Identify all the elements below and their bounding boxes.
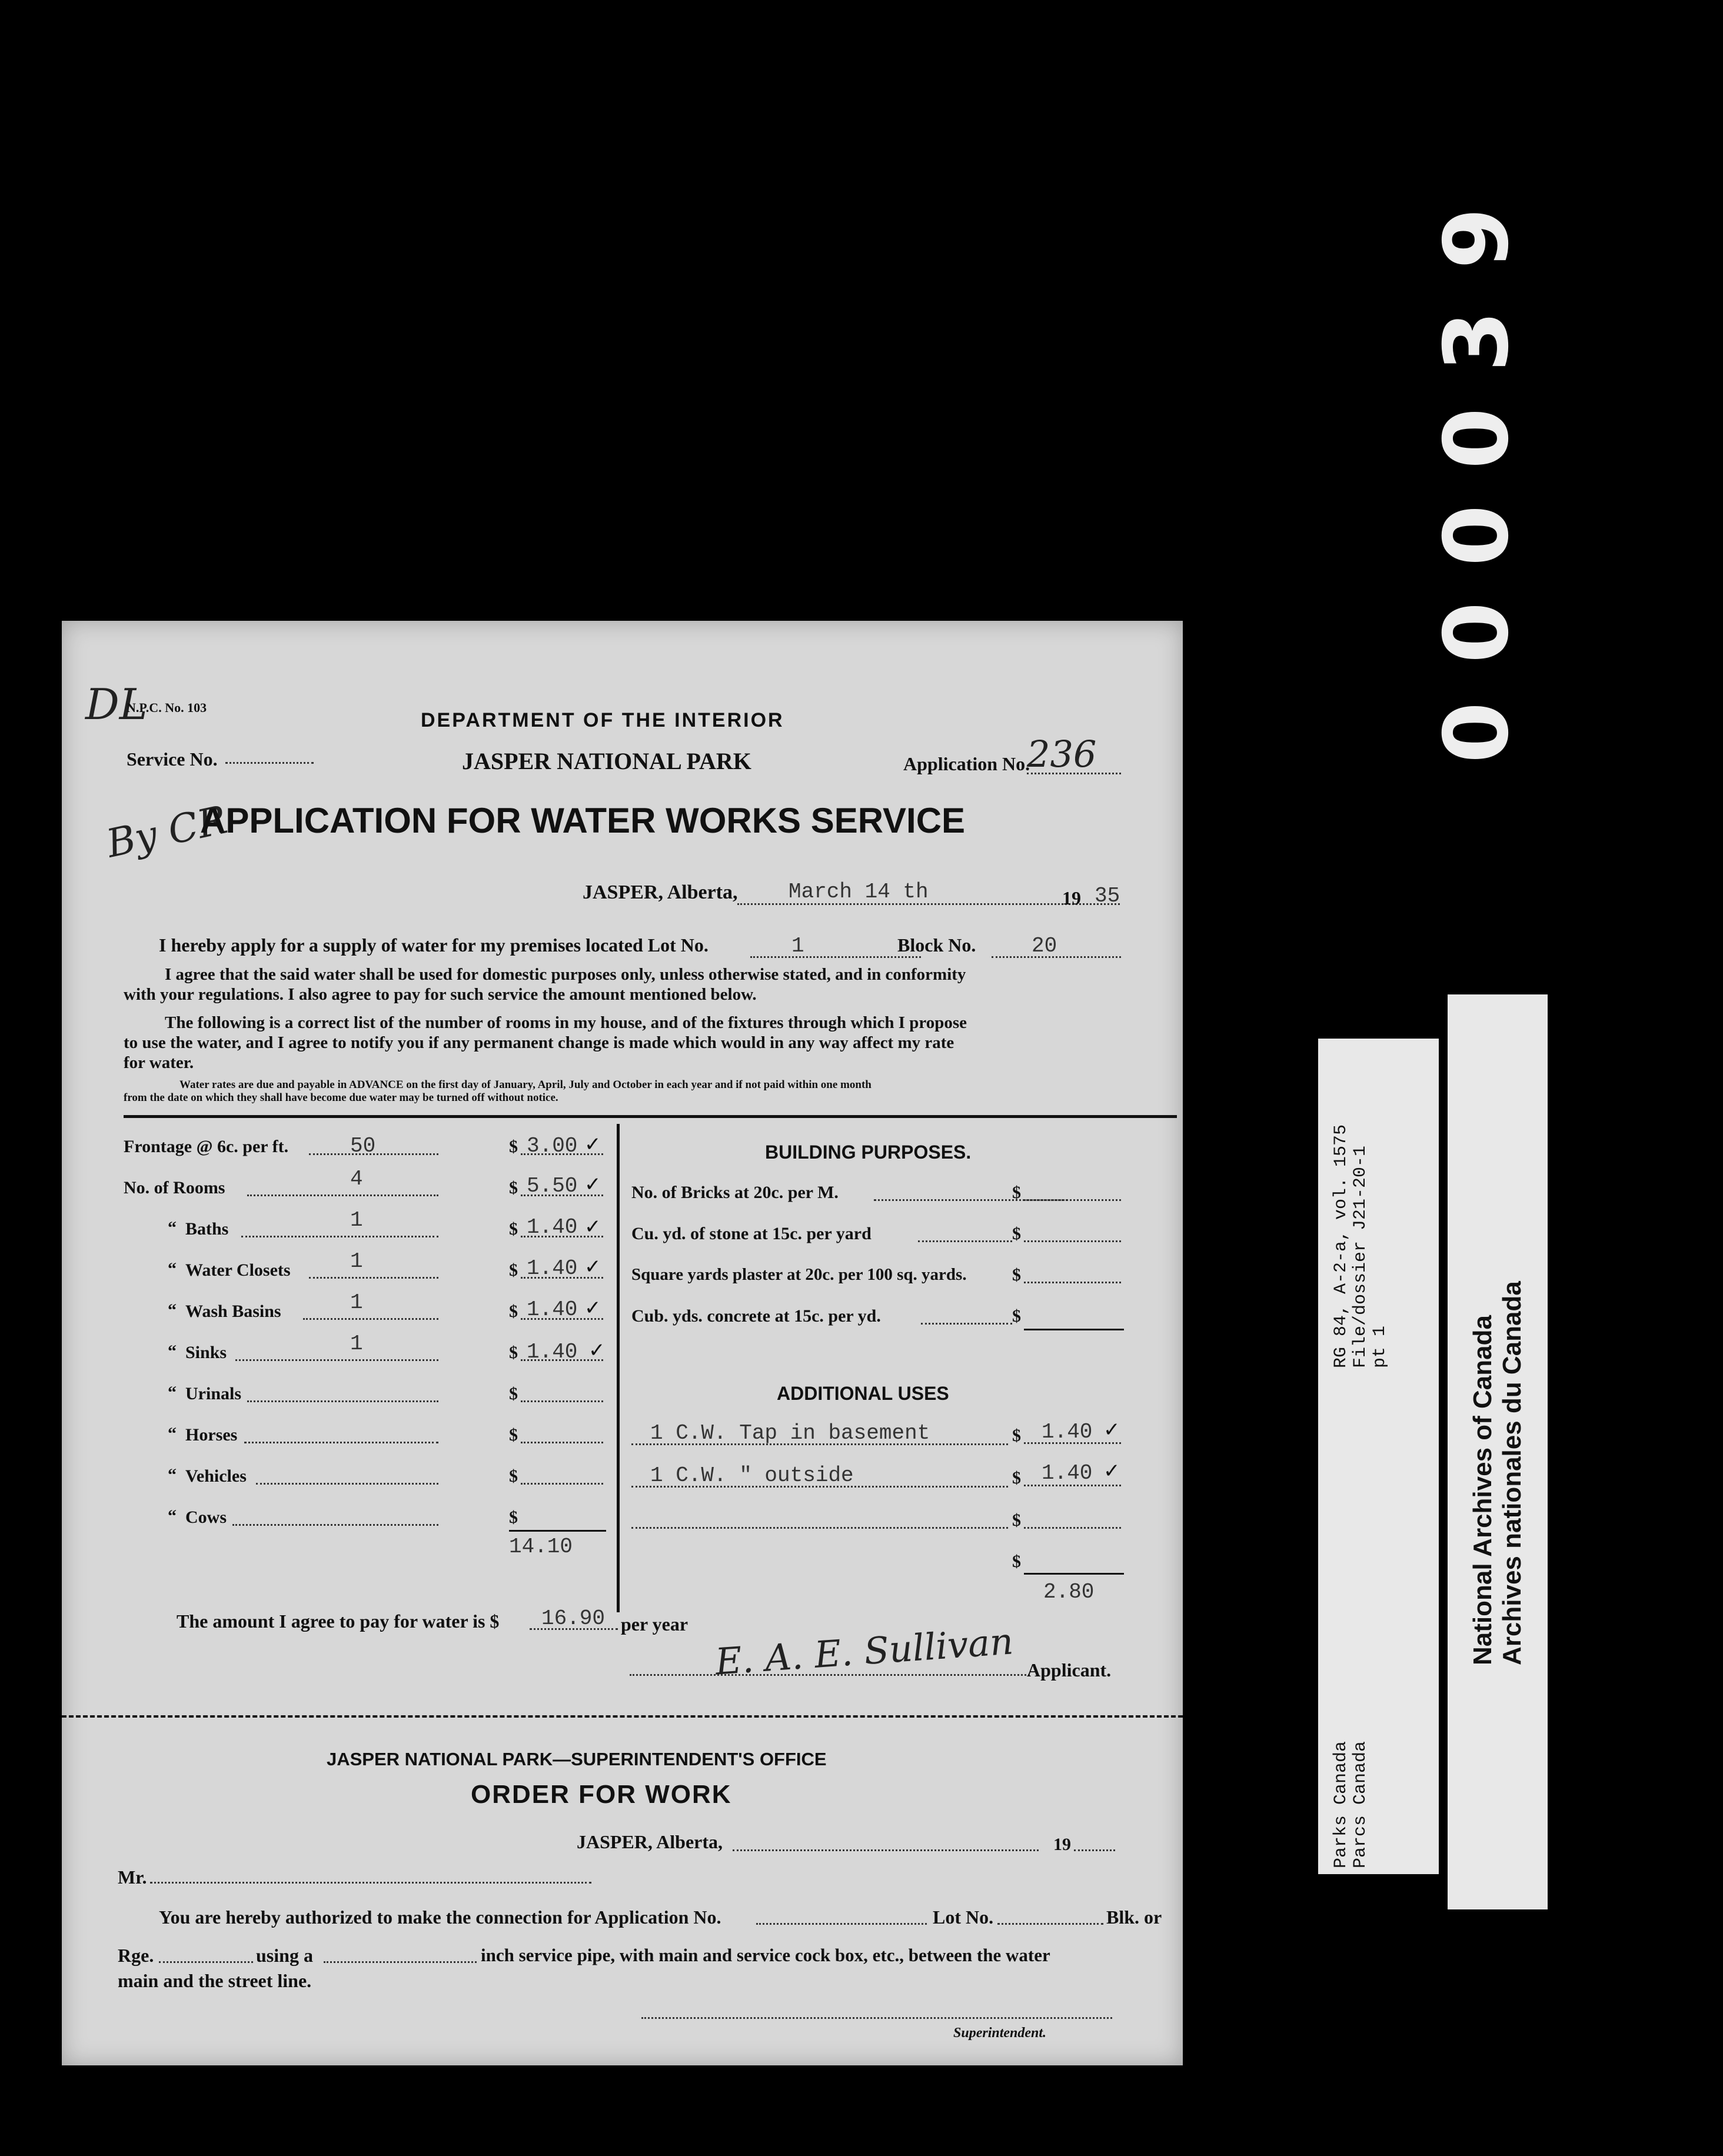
currency-sign: $ xyxy=(509,1137,518,1156)
currency-sign: $ xyxy=(509,1343,518,1362)
additional-heading: ADDITIONAL USES xyxy=(777,1383,949,1404)
frontage-qty: 50 xyxy=(350,1134,376,1158)
currency-sign: $ xyxy=(1012,1183,1021,1202)
vehicles-label: Vehicles xyxy=(185,1466,247,1486)
superintendent-line xyxy=(641,2017,1112,2019)
order-lot-field xyxy=(997,1923,1103,1925)
currency-sign: $ xyxy=(509,1178,518,1197)
archive-reference-label xyxy=(1318,1039,1439,1874)
applicant-label: Applicant. xyxy=(1027,1659,1112,1681)
urinals-label: Urinals xyxy=(185,1384,242,1403)
additional-use-1: 1 C.W. Tap in basement xyxy=(650,1421,930,1445)
stone-label: Cu. yd. of stone at 15c. per yard xyxy=(631,1224,872,1243)
row-leader xyxy=(235,1359,438,1361)
date-value: March 14 th xyxy=(789,880,929,904)
reference-line-5: Parcs Canada xyxy=(1351,1741,1371,1868)
order-rge-field xyxy=(159,1961,253,1963)
agreement-line-2: with your regulations. I also agree to pay for such service the amount mentioned below. xyxy=(124,985,757,1004)
place-label: JASPER, Alberta, xyxy=(583,881,738,903)
water-closets-label: Water Closets xyxy=(185,1260,291,1280)
order-place: JASPER, Alberta, xyxy=(577,1831,723,1852)
concrete-label: Cub. yds. concrete at 15c. per yd. xyxy=(631,1306,881,1326)
baths-label: Baths xyxy=(185,1219,229,1239)
row-leader xyxy=(631,1527,1008,1529)
currency-sign: $ xyxy=(1012,1510,1021,1530)
wash-basins-amount: 1.40 xyxy=(527,1297,578,1322)
currency-sign: $ xyxy=(509,1302,518,1321)
rooms-amount: 5.50 xyxy=(527,1174,578,1198)
baths-amount: 1.40 xyxy=(527,1215,578,1239)
order-app-no-field xyxy=(756,1923,927,1925)
application-no-label: Application No. xyxy=(903,753,1030,774)
fixtures-total: 14.10 xyxy=(509,1535,573,1559)
tear-line xyxy=(62,1715,1183,1718)
row-leader xyxy=(232,1524,438,1526)
service-no-field xyxy=(225,762,314,764)
check-mark-icon: ✓ xyxy=(1103,1459,1120,1483)
water-closets-qty: 1 xyxy=(350,1249,363,1273)
reference-line-3: pt 1 xyxy=(1370,1325,1390,1368)
check-mark-icon: ✓ xyxy=(588,1339,606,1362)
application-no-field xyxy=(1027,773,1121,774)
water-closets-amount: 1.40 xyxy=(527,1256,578,1280)
currency-sign: $ xyxy=(509,1425,518,1445)
reel-digit: 0 xyxy=(1426,407,1528,470)
additional-total: 2.80 xyxy=(1043,1580,1095,1604)
check-mark-icon: ✓ xyxy=(1103,1418,1120,1442)
notice-line-1: Water rates are due and payable in ADVANCE on the first day of January, April, July and October in each year and if not paid within one month xyxy=(179,1079,872,1091)
ditto-mark: “ xyxy=(168,1424,177,1443)
row-leader xyxy=(247,1195,438,1196)
amount-field xyxy=(521,1442,603,1443)
amount-field xyxy=(1024,1282,1121,1283)
order-office: JASPER NATIONAL PARK—SUPERINTENDENT'S OFFICE xyxy=(327,1749,827,1769)
sinks-qty: 1 xyxy=(350,1332,363,1356)
ditto-mark: “ xyxy=(168,1506,177,1526)
reel-digit: 0 xyxy=(1426,701,1528,764)
notice-line-2: from the date on which they shall have become due water may be turned off without notice. xyxy=(124,1092,558,1104)
signature-line xyxy=(630,1674,1030,1676)
mr-field xyxy=(150,1882,591,1884)
amount-total: 16.90 xyxy=(541,1606,606,1631)
currency-sign: $ xyxy=(1012,1306,1021,1326)
ditto-mark: “ xyxy=(168,1342,177,1361)
ditto-mark: “ xyxy=(168,1383,177,1402)
bricks-label: No. of Bricks at 20c. per M. xyxy=(631,1183,839,1202)
wash-basins-label: Wash Basins xyxy=(185,1302,281,1321)
list-line-2: to use the water, and I agree to notify you if any permanent change is made which would in any way affect my rate xyxy=(124,1033,954,1052)
cows-label: Cows xyxy=(185,1508,227,1527)
additional-use-2: 1 C.W. " outside xyxy=(650,1463,854,1488)
amount-field xyxy=(1024,1527,1121,1529)
currency-sign: $ xyxy=(1012,1224,1021,1243)
order-pipe-field xyxy=(324,1961,477,1963)
total-rule xyxy=(509,1530,606,1532)
list-line-1: The following is a correct list of the number of rooms in my house, and of the fixtures through which I propose xyxy=(165,1013,967,1032)
amount-field xyxy=(1024,1240,1121,1242)
amount-rule xyxy=(1024,1573,1124,1575)
currency-sign: $ xyxy=(509,1219,518,1239)
reel-digit: 0 xyxy=(1426,601,1528,664)
reference-line-4: Parks Canada xyxy=(1331,1741,1351,1868)
year-prefix: 19 xyxy=(1062,887,1081,909)
per-year-label: per year xyxy=(621,1613,688,1635)
order-line-1c: Blk. or xyxy=(1106,1907,1162,1928)
national-archives-label xyxy=(1448,994,1548,1909)
form-code: N.P.C. No. 103 xyxy=(127,700,207,715)
archives-name-english: National Archives of Canada xyxy=(1468,1315,1497,1665)
check-mark-icon: ✓ xyxy=(584,1215,601,1239)
archives-name-french: Archives nationales du Canada xyxy=(1498,1281,1526,1665)
row-leader xyxy=(309,1277,438,1279)
baths-qty: 1 xyxy=(350,1208,363,1232)
order-line-2a: Rge. xyxy=(118,1945,154,1966)
reference-line-1: RG 84, A-2-a, vol. 1575 xyxy=(1331,1124,1351,1368)
block-label: Block No. xyxy=(897,934,976,956)
apply-text: I hereby apply for a supply of water for my premises located Lot No. xyxy=(159,934,709,956)
currency-sign: $ xyxy=(1012,1552,1021,1571)
application-no-value: 236 xyxy=(1027,733,1097,776)
superintendent-label: Superintendent. xyxy=(953,2025,1047,2041)
check-mark-icon: ✓ xyxy=(584,1133,601,1156)
currency-sign: $ xyxy=(509,1508,518,1527)
initials-mark: DL xyxy=(85,680,148,729)
check-mark-icon: ✓ xyxy=(584,1296,601,1320)
row-leader xyxy=(918,1240,1012,1242)
currency-sign: $ xyxy=(1012,1265,1021,1285)
lot-field xyxy=(750,956,921,958)
order-date-field xyxy=(733,1849,1039,1851)
frontage-label: Frontage @ 6c. per ft. xyxy=(124,1137,289,1156)
currency-sign: $ xyxy=(509,1260,518,1280)
amount-label: The amount I agree to pay for water is $ xyxy=(177,1611,500,1632)
additional-amount-1: 1.40 xyxy=(1042,1420,1093,1444)
building-heading: BUILDING PURPOSES. xyxy=(765,1142,972,1163)
row-leader xyxy=(241,1236,438,1237)
application-form xyxy=(62,621,1183,2065)
currency-sign: $ xyxy=(1012,1426,1021,1445)
check-mark-icon: ✓ xyxy=(584,1173,601,1196)
reference-line-2: File/dossier J21-20-1 xyxy=(1351,1145,1371,1368)
ditto-mark: “ xyxy=(168,1218,177,1237)
order-year-field xyxy=(1074,1849,1115,1851)
amount-field xyxy=(1024,1199,1121,1201)
ditto-mark: “ xyxy=(168,1300,177,1320)
agreement-line-1: I agree that the said water shall be used for domestic purposes only, unless otherwise stated, and in conformity xyxy=(165,965,966,984)
table-divider xyxy=(617,1124,620,1612)
table-top-rule xyxy=(124,1115,1177,1118)
reel-number xyxy=(1418,194,1536,794)
row-leader xyxy=(256,1483,438,1485)
department-heading: DEPARTMENT OF THE INTERIOR xyxy=(421,709,784,731)
horses-label: Horses xyxy=(185,1425,238,1445)
additional-amount-2: 1.40 xyxy=(1042,1461,1093,1485)
list-line-3: for water. xyxy=(124,1053,194,1072)
order-line-2b: using a xyxy=(256,1945,313,1966)
lot-value: 1 xyxy=(791,934,804,958)
amount-field xyxy=(521,1483,603,1485)
order-year-prefix: 19 xyxy=(1053,1835,1071,1854)
currency-sign: $ xyxy=(509,1384,518,1403)
reel-digit: 9 xyxy=(1426,207,1528,270)
order-line-2c: inch service pipe, with main and service cock box, etc., between the water xyxy=(481,1945,1050,1965)
currency-sign: $ xyxy=(1012,1468,1021,1488)
reel-digit: 0 xyxy=(1426,504,1528,567)
amount-field xyxy=(521,1400,603,1402)
rooms-qty: 4 xyxy=(350,1167,363,1191)
applicant-signature: E. A. E. Sullivan xyxy=(714,1619,1015,1683)
margin-note: By CR xyxy=(102,797,231,867)
frontage-amount: 3.00 xyxy=(527,1134,578,1158)
order-line-1a: You are hereby authorized to make the connection for Application No. xyxy=(159,1907,721,1928)
reel-digit: 3 xyxy=(1426,310,1528,372)
sinks-label: Sinks xyxy=(185,1343,227,1362)
order-title: ORDER FOR WORK xyxy=(471,1780,732,1809)
rooms-label: No. of Rooms xyxy=(124,1178,225,1197)
row-leader xyxy=(921,1323,1012,1325)
year-value: 35 xyxy=(1095,884,1120,908)
row-leader xyxy=(303,1318,438,1320)
ditto-mark: “ xyxy=(168,1259,177,1279)
amount-rule xyxy=(1024,1329,1124,1330)
row-leader xyxy=(247,1400,438,1402)
order-line-3: main and the street line. xyxy=(118,1970,312,1991)
plaster-label: Square yards plaster at 20c. per 100 sq. yards. xyxy=(631,1265,967,1284)
form-title: APPLICATION FOR WATER WORKS SERVICE xyxy=(200,801,966,840)
service-no-label: Service No. xyxy=(127,748,218,770)
order-line-1b: Lot No. xyxy=(933,1907,994,1928)
currency-sign: $ xyxy=(509,1466,518,1486)
park-heading: JASPER NATIONAL PARK xyxy=(462,748,751,774)
sinks-amount: 1.40 xyxy=(527,1340,578,1364)
mr-label: Mr. xyxy=(118,1866,147,1888)
row-leader xyxy=(244,1442,438,1443)
ditto-mark: “ xyxy=(168,1465,177,1485)
wash-basins-qty: 1 xyxy=(350,1290,363,1315)
block-value: 20 xyxy=(1032,934,1057,958)
check-mark-icon: ✓ xyxy=(584,1255,601,1279)
